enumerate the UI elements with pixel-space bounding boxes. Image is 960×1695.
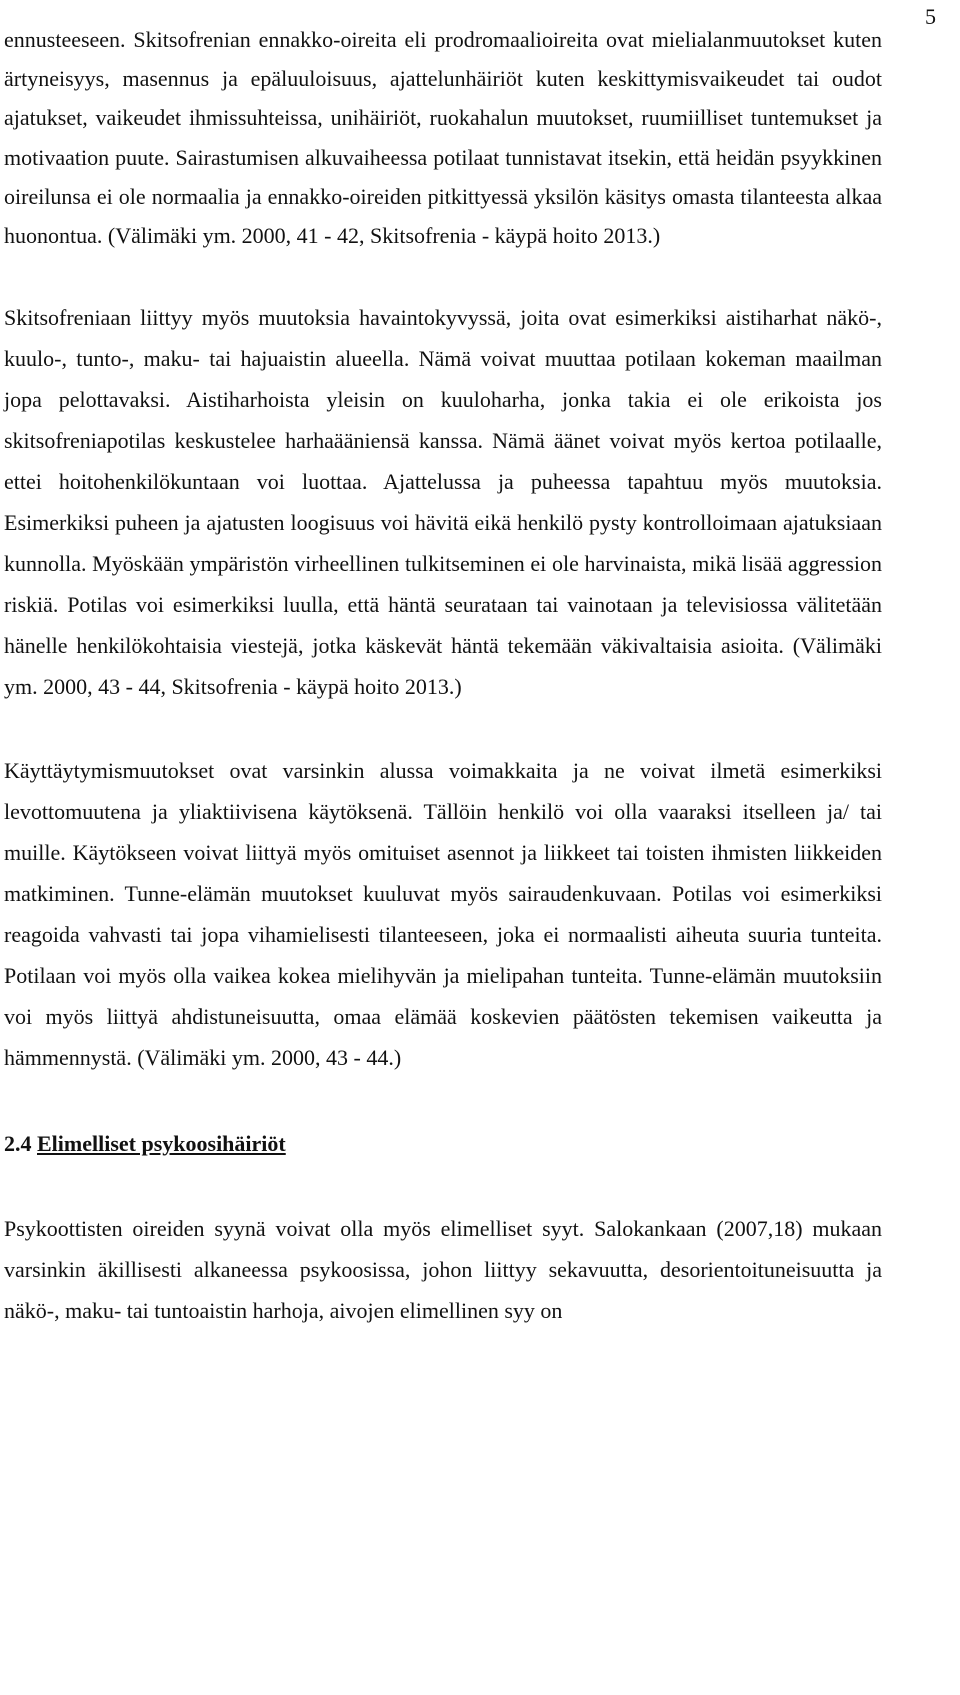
- paragraph-organic-causes: Psykoottisten oireiden syynä voivat olla myös elimelliset syyt. Salokankaan (2007,18) mukaan varsinkin äkillisesti alkaneessa psykoosissa, johon liittyy sekavuutta, desorientoituneisuutta ja näkö-, maku- tai tuntoaistin harhoja, aivojen elimellinen syy on: [4, 1216, 882, 1324]
- paragraph-perception-changes: Skitsofreniaan liittyy myös muutoksia havaintokyvyssä, joita ovat esimerkiksi aistiharhat näkö-, kuulo-, tunto-, maku- tai hajuaistin alueella. Nämä voivat muuttaa potilaan kokeman maailman jopa pelottavaksi. Aistiharhoista yleisin on kuuloharha, jonka takia ei ole erikoista jos skitsofreniapotilas keskustelee harhaääniensä kanssa. Nämä äänet voivat myös kertoa potilaalle, ettei hoitohenkilökuntaan voi luottaa. Ajattelussa ja puheessa tapahtuu myös muutoksia. Esimerkiksi puheen ja ajatusten loogisuus voi hävitä eikä henkilö pysty kontrolloimaan ajatuksiaan kunnolla. Myöskään ympäristön virheellinen tulkitseminen ei ole harvinaista, mikä lisää aggression riskiä. Potilas voi esimerkiksi luulla, että häntä seurataan tai vainotaan ja televisiossa välitetään hänelle henkilökohtaisia viestejä, jotka käskevät häntä tekemään väkivaltaisia asioita. (Välimäki ym. 2000, 43 - 44, Skitsofrenia - käypä hoito 2013.): [4, 305, 882, 700]
- paragraph-behavior-changes: Käyttäytymismuutokset ovat varsinkin alussa voimakkaita ja ne voivat ilmetä esimerkiksi levottomuutena ja yliaktiivisena käytöksenä. Tällöin henkilö voi olla vaaraksi itselleen ja/ tai muille. Käytökseen voivat liittyä myös omituiset asennot ja liikkeet tai toisten ihmisten liikkeiden matkiminen. Tunne-elämän muutokset kuuluvat myös sairaudenkuvaan. Potilas voi esimerkiksi reagoida vahvasti tai jopa vihamielisesti tilanteeseen, joka ei normaalisti aiheuta suuria tunteita. Potilaan voi myös olla vaikea kokea mielihyvän ja mielipahan tunteita. Tunne-elämän muutoksiin voi myös liittyä ahdistuneisuutta, omaa elämää koskevien päätösten tekemisen vaikeutta ja hämmennystä. (Välimäki ym. 2000, 43 - 44.): [4, 758, 882, 1071]
- paragraph-prodromal-symptoms: ennusteeseen. Skitsofrenian ennakko-oireita eli prodromaalioireita ovat mielialanmuutokset kuten ärtyneisyys, masennus ja epäluuloisuus, ajattelunhäiriöt kuten keskittymisvaikeudet tai oudot ajatukset, vaikeudet ihmissuhteissa, unihäiriöt, ruokahalun muutokset, ruumiilliset tuntemukset ja motivaation puute. Sairastumisen alkuvaiheessa potilaat tunnistavat itsekin, että heidän psyykkinen oireilunsa ei ole normaalia ja ennakko-oireiden pitkittyessä yksilön käsitys omasta tilanteesta alkaa huonontua. (Välimäki ym. 2000, 41 - 42, Skitsofrenia - käypä hoito 2013.): [4, 27, 882, 249]
- page-number: 5: [925, 4, 936, 29]
- section-number: 2.4: [4, 1131, 32, 1157]
- section-heading: [4, 1123, 882, 1164]
- section-title: Elimelliset psykoosihäiriöt: [37, 1131, 286, 1157]
- document-body: [4, 20, 882, 1331]
